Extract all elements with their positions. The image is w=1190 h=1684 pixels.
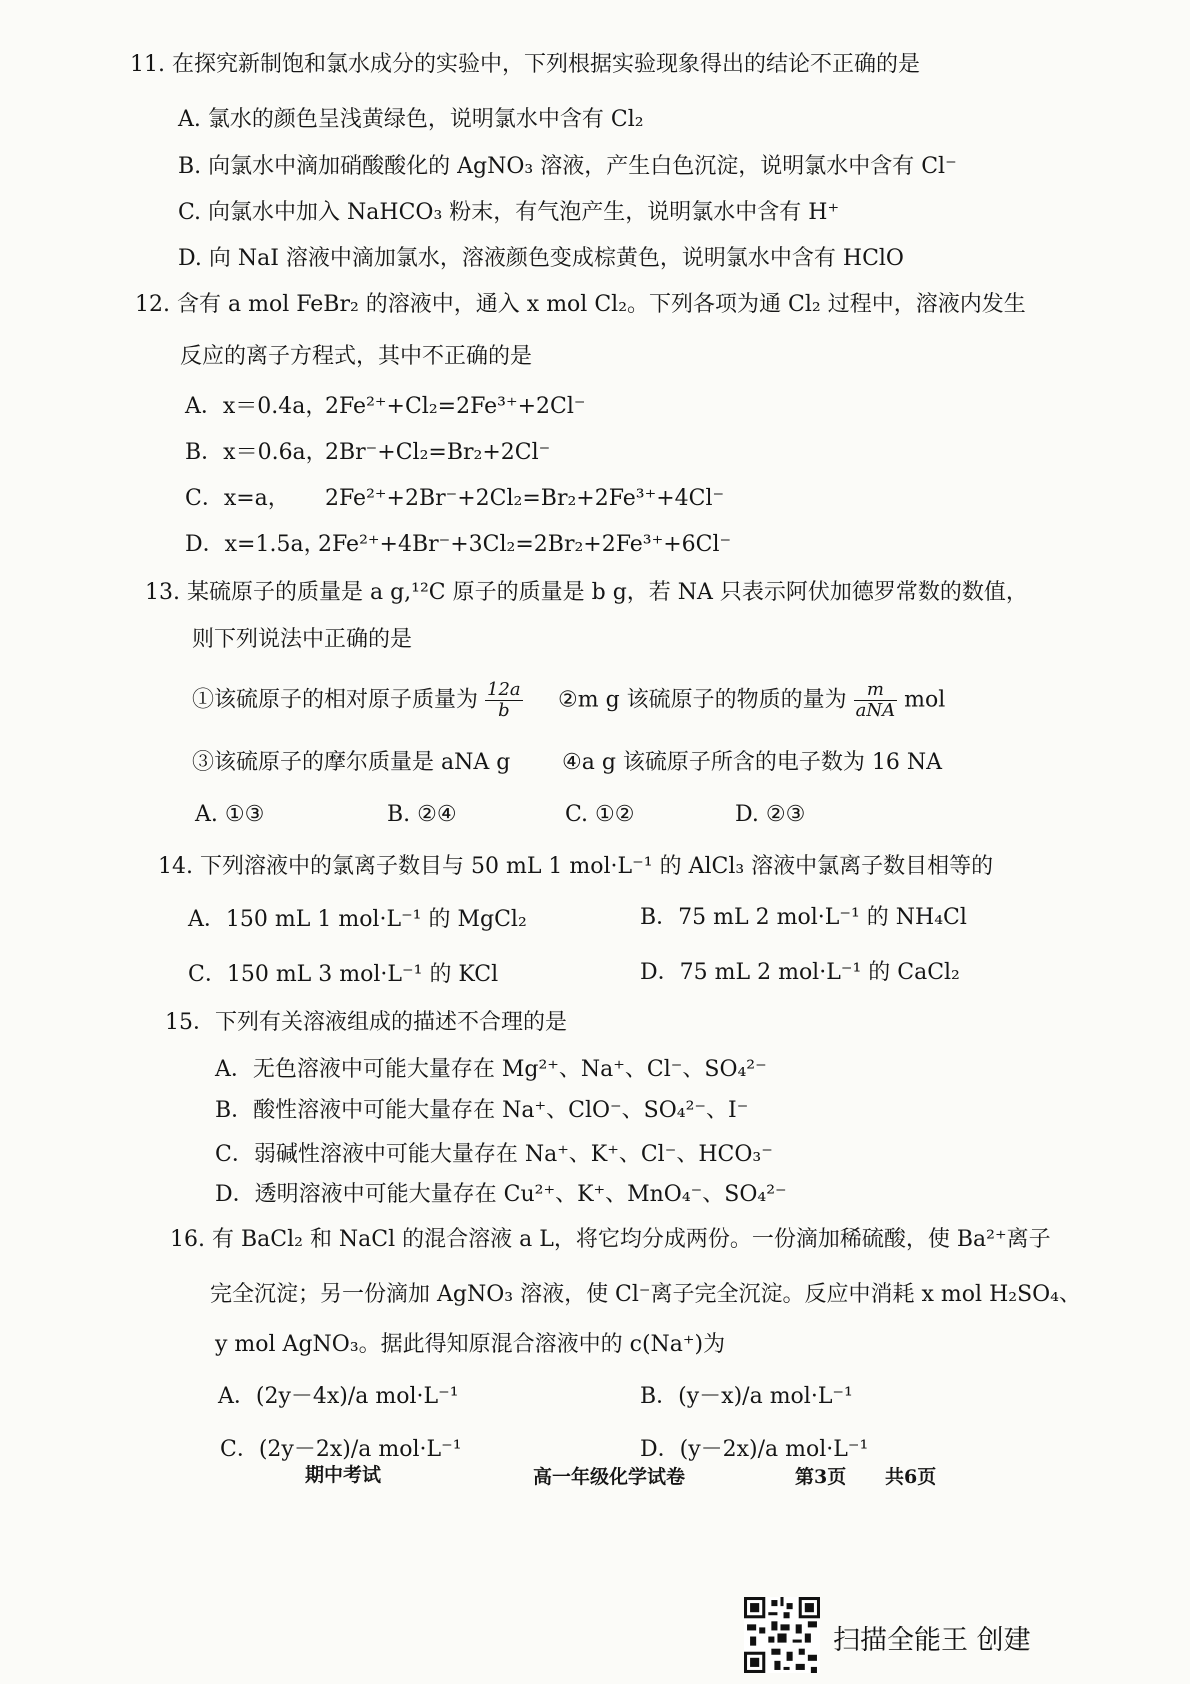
q16-stem-line2: 完全沉淀；另一份滴加 AgNO₃ 溶液，使 Cl⁻离子完全沉淀。反应中消耗 x mol H₂SO₄、 — [210, 1282, 1082, 1307]
q14-option-d: D．75 mL 2 mol·L⁻¹ 的 CaCl₂ — [640, 960, 960, 985]
q13-s1-numerator: 12a — [487, 679, 521, 700]
q13-statement-1 — [192, 680, 523, 721]
q14-stem: 14. 下列溶液中的氯离子数目与 50 mL 1 mol·L⁻¹ 的 AlCl₃ 溶液中氯离子数目相等的 — [158, 854, 994, 879]
q11-option-b: B. 向氯水中滴加硝酸酸化的 AgNO₃ 溶液，产生白色沉淀，说明氯水中含有 Cl⁻ — [178, 154, 957, 179]
q13-s1-text: ①该硫原子的相对原子质量为 — [192, 687, 479, 713]
q13-statement-4: ④a g 该硫原子所含的电子数为 16 NA — [562, 750, 943, 775]
q12-option-d-eq: 2Fe²⁺+4Br⁻+3Cl₂=2Br₂+2Fe³⁺+6Cl⁻ — [318, 532, 732, 557]
q12-option-d-cond: D．x=1.5a， — [185, 532, 326, 557]
q13-stem-line1: 13. 某硫原子的质量是 a g,¹²C 原子的质量是 b g，若 NA 只表示阿伏加德罗常数的数值， — [145, 580, 1028, 605]
q13-option-c: C. ①② — [565, 802, 635, 827]
q13-s2-denominator: aNA — [855, 700, 896, 721]
q16-stem-line3: y mol AgNO₃。据此得知原混合溶液中的 c(Na⁺)为 — [215, 1332, 726, 1357]
q13-statement-3: ③该硫原子的摩尔质量是 aNA g — [192, 750, 511, 775]
q12-option-a-eq: 2Fe²⁺+Cl₂=2Fe³⁺+2Cl⁻ — [325, 394, 586, 419]
footer-total-pages: 共6页 — [885, 1466, 937, 1488]
q11-option-c: C. 向氯水中加入 NaHCO₃ 粉末，有气泡产生，说明氯水中含有 H⁺ — [178, 200, 840, 225]
q16-option-c: C．(2y－2x)/a mol·L⁻¹ — [220, 1437, 462, 1462]
q13-option-a: A. ①③ — [195, 802, 265, 827]
q15-option-c: C．弱碱性溶液中可能大量存在 Na⁺、K⁺、Cl⁻、HCO₃⁻ — [215, 1142, 773, 1167]
q13-s2-text: ②m g 该硫原子的物质的量为 — [558, 687, 847, 713]
q12-option-c-eq: 2Fe²⁺+2Br⁻+2Cl₂=Br₂+2Fe³⁺+4Cl⁻ — [325, 486, 725, 511]
q14-option-c: C．150 mL 3 mol·L⁻¹ 的 KCl — [188, 962, 499, 987]
q16-option-a: A．(2y－4x)/a mol·L⁻¹ — [218, 1384, 459, 1409]
q12-option-b-eq: 2Br⁻+Cl₂=Br₂+2Cl⁻ — [325, 440, 551, 465]
q12-option-b-cond: B．x＝0.6a， — [185, 440, 328, 465]
footer-exam-name: 期中考试 — [305, 1464, 382, 1486]
qr-code-icon — [744, 1597, 820, 1673]
q12-option-a-cond: A．x＝0.4a， — [185, 394, 328, 419]
q13-s2-numerator: m — [854, 680, 897, 701]
q13-option-b: B. ②④ — [387, 802, 457, 827]
q12-stem-line2: 反应的离子方程式，其中不正确的是 — [180, 344, 533, 369]
q12-stem-line1: 12. 含有 a mol FeBr₂ 的溶液中，通入 x mol Cl₂。下列各项为通 Cl₂ 过程中，溶液内发生 — [135, 292, 1026, 317]
q15-option-b: B．酸性溶液中可能大量存在 Na⁺、ClO⁻、SO₄²⁻、I⁻ — [215, 1098, 749, 1123]
q13-option-d: D. ②③ — [735, 802, 806, 827]
q16-option-d: D．(y－2x)/a mol·L⁻¹ — [640, 1437, 869, 1462]
q13-statement-2 — [558, 680, 945, 721]
q13-s2-unit: mol — [904, 687, 946, 713]
q15-stem: 15．下列有关溶液组成的描述不合理的是 — [165, 1010, 567, 1035]
q15-option-a: A．无色溶液中可能大量存在 Mg²⁺、Na⁺、Cl⁻、SO₄²⁻ — [215, 1057, 767, 1082]
q14-option-a: A．150 mL 1 mol·L⁻¹ 的 MgCl₂ — [188, 907, 527, 932]
bleed-through-mark — [950, 210, 956, 231]
q15-option-d: D．透明溶液中可能大量存在 Cu²⁺、K⁺、MnO₄⁻、SO₄²⁻ — [215, 1182, 787, 1207]
q11-stem: 11. 在探究新制饱和氯水成分的实验中，下列根据实验现象得出的结论不正确的是 — [130, 52, 920, 77]
q13-s2-fraction — [854, 680, 897, 721]
q16-stem-line1: 16. 有 BaCl₂ 和 NaCl 的混合溶液 a L，将它均分成两份。一份滴加稀硫酸，使 Ba²⁺离子 — [170, 1227, 1051, 1252]
q13-s1-denominator: b — [498, 700, 510, 721]
q13-s1-fraction — [485, 680, 523, 721]
q13-stem-line2: 则下列说法中正确的是 — [192, 627, 413, 652]
q14-option-b: B．75 mL 2 mol·L⁻¹ 的 NH₄Cl — [640, 905, 967, 930]
q11-option-d: D. 向 NaI 溶液中滴加氯水，溶液颜色变成棕黄色，说明氯水中含有 HClO — [178, 246, 904, 271]
q12-option-c-cond: C．x=a， — [185, 486, 290, 511]
footer-page-number: 第3页 — [795, 1466, 847, 1488]
q11-option-a: A. 氯水的颜色呈浅黄绿色，说明氯水中含有 Cl₂ — [178, 107, 644, 132]
q16-option-b: B．(y－x)/a mol·L⁻¹ — [640, 1384, 853, 1409]
watermark-brand-text: 扫描全能王 创建 — [833, 1625, 1031, 1656]
footer-course: 高一年级化学试卷 — [533, 1466, 686, 1488]
